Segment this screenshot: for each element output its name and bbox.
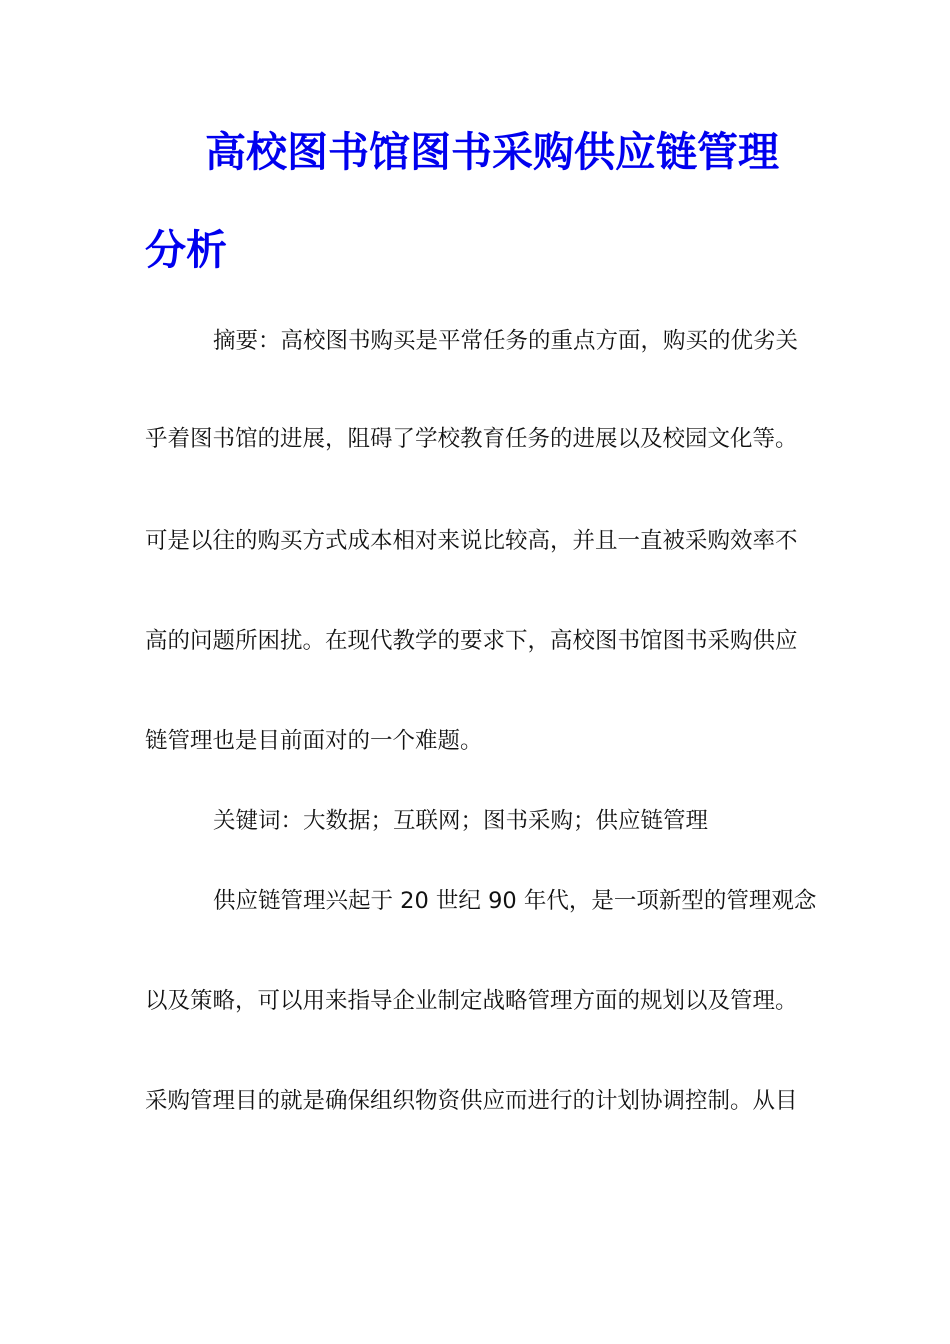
body-line: 供应链管理兴起于 20 世纪 90 年代，是一项新型的管理观念 — [213, 888, 817, 914]
abstract-line: 高的问题所困扰。在现代教学的要求下，高校图书馆图书采购供应 — [145, 628, 798, 654]
body-line: 以及策略，可以用来指导企业制定战略管理方面的规划以及管理。 — [145, 988, 798, 1014]
abstract-line: 可是以往的购买方式成本相对来说比较高，并且一直被采购效率不 — [145, 528, 798, 554]
document-title-line-1: 高校图书馆图书采购供应链管理 — [205, 128, 779, 176]
abstract-line: 乎着图书馆的进展，阻碍了学校教育任务的进展以及校园文化等。 — [145, 426, 798, 452]
abstract-line: 链管理也是目前面对的一个难题。 — [145, 728, 483, 754]
keywords-line: 关键词：大数据；互联网；图书采购；供应链管理 — [213, 808, 709, 834]
abstract-line: 摘要：高校图书购买是平常任务的重点方面，购买的优劣关 — [213, 328, 799, 354]
document-title-line-2: 分析 — [145, 226, 227, 274]
body-line: 采购管理目的就是确保组织物资供应而进行的计划协调控制。从目 — [145, 1088, 798, 1114]
